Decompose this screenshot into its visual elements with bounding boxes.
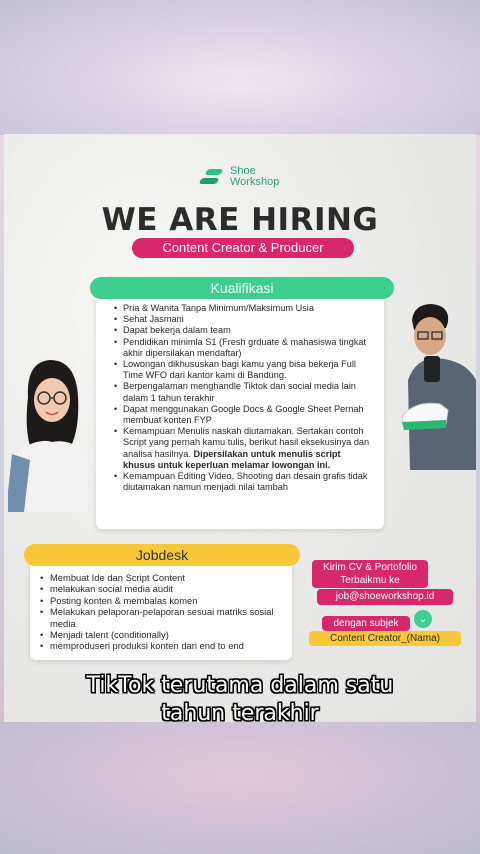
jobdesk-header: Jobdesk (24, 544, 300, 566)
list-item: • Dapat bekerja dalam team (114, 325, 374, 336)
shoe-workshop-logo-icon (200, 167, 224, 187)
list-item: • memproduseri produksi konten dari end to end (40, 640, 284, 651)
application-email: job@shoeworkshop.id (317, 589, 453, 605)
send-cv-label: Kirim CV & Portofolio Terbaikmu ke (312, 560, 428, 588)
jobdesk-card (30, 558, 292, 660)
blurred-background-bottom (0, 722, 480, 854)
list-item: • Menjadi talent (conditionally) (40, 629, 284, 640)
list-item: • Pria & Wanita Tanpa Minimum/Maksimum Usia (114, 303, 374, 314)
brand-logo (200, 166, 279, 188)
list-item: • Kemampuan Menulis naskah diutamakan. Sertakan contoh Script yang pernah kamu tulis, berikut hasil eksekusinya dan analisa hasilnya. Dipersilakan untuk menulis script khusus untuk keperluan melamar lowongan ini. (114, 426, 374, 471)
man-photo (396, 300, 476, 470)
poster-title: WE ARE HIRING (101, 202, 379, 238)
list-item: • Membuat Ide dan Script Content (40, 572, 284, 583)
list-item: • Kemampuan Editing Video, Shooting dan desain grafis tidak diutamakan namun menjadi nilai tambah (114, 471, 374, 493)
brand-name: Shoe Workshop (230, 165, 280, 188)
list-item: • Posting konten & membalas komen (40, 595, 284, 606)
list-item: • Berpengalaman menghandle Tiktok dan social media lain dalam 1 tahun terakhir (114, 381, 374, 403)
list-item: • Sehat Jasmani (114, 314, 374, 325)
list-item: • Pendidikan minimla S1 (Fresh grduate & mahasiswa tingkat akhir dipersilakan mendaftar) (114, 337, 374, 359)
list-item: • Lowongan dikhususkan bagi kamu yang bisa bekerja Full Time WFO dari kantor kami di Bandung. (114, 359, 374, 381)
jobdesk-list (40, 572, 284, 652)
woman-photo (8, 342, 88, 512)
subject-value: Content Creator_(Nama) (309, 631, 461, 646)
blurred-background-top (0, 0, 480, 135)
chevron-down-icon: ⌄ (414, 610, 432, 628)
qualifications-list (110, 303, 374, 493)
qualifications-header: Kualifikasi (90, 277, 394, 299)
position-badge: Content Creator & Producer (132, 238, 354, 258)
bold-note: Dipersilakan untuk menulis script khusus untuk keperluan melamar lowongan ini. (123, 448, 341, 470)
list-item: • melakukan social media audit (40, 583, 284, 594)
subject-label: dengan subjek (322, 616, 410, 631)
list-item: • Dapat menggunakan Google Docs & Google Sheet Pernah membuat konten FYP (114, 404, 374, 426)
qualifications-card (96, 289, 384, 529)
video-caption: TikTok terutama dalam satu tahun terakhir (86, 673, 394, 726)
hiring-poster (4, 134, 476, 722)
list-item: • Melakukan pelaporan-pelaporan sesuai matriks sosial media (40, 606, 284, 629)
